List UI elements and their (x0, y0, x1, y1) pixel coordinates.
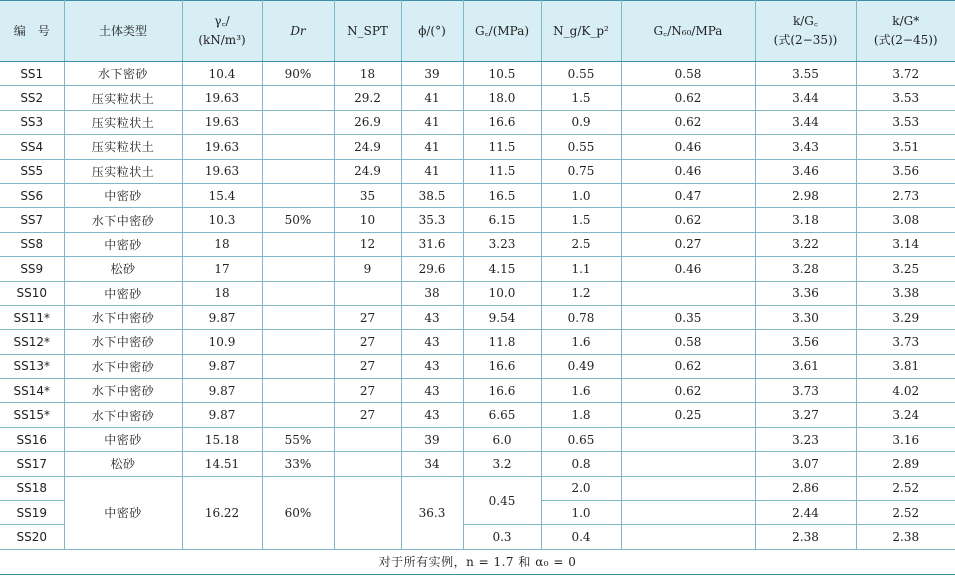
table-row (0, 257, 955, 281)
cell-id: SS3 (0, 110, 64, 134)
cell-k2: 3.53 (856, 86, 955, 110)
cell-gamma: 9.87 (182, 379, 262, 403)
cell-id: SS10 (0, 281, 64, 305)
cell-soil: 松砂 (64, 257, 182, 281)
cell-dr (262, 86, 334, 110)
cell-gs: 6.0 (463, 427, 541, 451)
cell-nspt (334, 452, 401, 476)
cell-gamma: 10.4 (182, 62, 262, 86)
cell-gamma: 17 (182, 257, 262, 281)
cell-gamma: 14.51 (182, 452, 262, 476)
cell-nspt: 27 (334, 330, 401, 354)
cell-nspt: 12 (334, 232, 401, 256)
cell-k1: 3.30 (755, 305, 856, 329)
cell-phi: 41 (401, 159, 463, 183)
cell-k1: 3.27 (755, 403, 856, 427)
cell-id: SS6 (0, 183, 64, 207)
cell-gamma: 9.87 (182, 305, 262, 329)
cell-nspt: 27 (334, 305, 401, 329)
cell-gamma: 18 (182, 232, 262, 256)
cell-nspt: 9 (334, 257, 401, 281)
cell-id: SS19 (0, 501, 64, 525)
cell-k2: 3.51 (856, 135, 955, 159)
cell-gs: 6.65 (463, 403, 541, 427)
cell-ng: 0.8 (541, 452, 621, 476)
cell-gsn (621, 501, 755, 525)
cell-gsn: 0.62 (621, 86, 755, 110)
cell-k2: 3.08 (856, 208, 955, 232)
cell-phi-merged: 36.3 (401, 476, 463, 549)
cell-gs-merged: 0.45 (463, 476, 541, 525)
cell-soil: 压实粒状土 (64, 135, 182, 159)
table-row (0, 281, 955, 305)
cell-soil: 水下中密砂 (64, 305, 182, 329)
cell-gsn: 0.27 (621, 232, 755, 256)
cell-gsn: 0.46 (621, 135, 755, 159)
cell-nspt: 27 (334, 403, 401, 427)
cell-ng: 0.55 (541, 135, 621, 159)
cell-k2: 2.52 (856, 501, 955, 525)
cell-k1: 3.07 (755, 452, 856, 476)
cell-phi: 39 (401, 62, 463, 86)
cell-gs: 9.54 (463, 305, 541, 329)
table-row (0, 232, 955, 256)
cell-soil: 水下中密砂 (64, 379, 182, 403)
cell-gs: 3.2 (463, 452, 541, 476)
cell-gamma-merged: 16.22 (182, 476, 262, 549)
cell-nspt-merged (334, 476, 401, 549)
cell-id: SS2 (0, 86, 64, 110)
cell-gsn: 0.35 (621, 305, 755, 329)
cell-k2: 2.52 (856, 476, 955, 500)
cell-gamma: 10.9 (182, 330, 262, 354)
cell-k2: 3.53 (856, 110, 955, 134)
cell-dr: 50% (262, 208, 334, 232)
cell-dr (262, 354, 334, 378)
cell-gsn: 0.46 (621, 257, 755, 281)
cell-gs: 0.3 (463, 525, 541, 549)
cell-gsn: 0.62 (621, 110, 755, 134)
cell-k1: 3.23 (755, 427, 856, 451)
cell-soil: 压实粒状土 (64, 110, 182, 134)
cell-dr (262, 403, 334, 427)
header-row (0, 1, 955, 62)
cell-dr (262, 232, 334, 256)
table-row (0, 135, 955, 159)
cell-soil: 水下中密砂 (64, 403, 182, 427)
cell-gs: 10.0 (463, 281, 541, 305)
cell-phi: 39 (401, 427, 463, 451)
cell-nspt: 24.9 (334, 159, 401, 183)
cell-phi: 38 (401, 281, 463, 305)
cell-gamma: 19.63 (182, 159, 262, 183)
cell-nspt: 27 (334, 379, 401, 403)
cell-gamma: 18 (182, 281, 262, 305)
cell-dr (262, 110, 334, 134)
cell-k1: 2.86 (755, 476, 856, 500)
cell-id: SS8 (0, 232, 64, 256)
cell-ng: 0.49 (541, 354, 621, 378)
cell-ng: 1.5 (541, 86, 621, 110)
cell-k2: 3.38 (856, 281, 955, 305)
cell-gamma: 19.63 (182, 86, 262, 110)
cell-soil: 松砂 (64, 452, 182, 476)
cell-gsn: 0.62 (621, 379, 755, 403)
cell-dr (262, 330, 334, 354)
cell-ng: 0.65 (541, 427, 621, 451)
table-row (0, 354, 955, 378)
table-row (0, 183, 955, 207)
cell-phi: 31.6 (401, 232, 463, 256)
cell-dr (262, 281, 334, 305)
cell-soil: 中密砂 (64, 183, 182, 207)
cell-gsn (621, 281, 755, 305)
table-row (0, 379, 955, 403)
cell-k2: 2.73 (856, 183, 955, 207)
cell-gs: 18.0 (463, 86, 541, 110)
cell-ng: 0.55 (541, 62, 621, 86)
cell-k1: 2.44 (755, 501, 856, 525)
cell-nspt: 26.9 (334, 110, 401, 134)
cell-k2: 3.24 (856, 403, 955, 427)
cell-gsn: 0.58 (621, 62, 755, 86)
cell-soil: 压实粒状土 (64, 159, 182, 183)
cell-gs: 11.5 (463, 159, 541, 183)
cell-gs: 16.6 (463, 379, 541, 403)
cell-gs: 16.6 (463, 110, 541, 134)
cell-gs: 4.15 (463, 257, 541, 281)
cell-gs: 3.23 (463, 232, 541, 256)
cell-gs: 16.5 (463, 183, 541, 207)
cell-k1: 3.18 (755, 208, 856, 232)
table-row (0, 330, 955, 354)
cell-k1: 3.43 (755, 135, 856, 159)
cell-nspt (334, 281, 401, 305)
cell-k1: 3.46 (755, 159, 856, 183)
cell-phi: 35.3 (401, 208, 463, 232)
cell-ng: 1.2 (541, 281, 621, 305)
header-nspt: N_SPT (334, 1, 401, 62)
header-phi: ϕ/(°) (401, 1, 463, 62)
table-row (0, 62, 955, 86)
cell-soil: 水下中密砂 (64, 208, 182, 232)
cell-k2: 2.38 (856, 525, 955, 549)
cell-phi: 43 (401, 403, 463, 427)
cell-ng: 1.6 (541, 379, 621, 403)
cell-id: SS15* (0, 403, 64, 427)
cell-id: SS13* (0, 354, 64, 378)
cell-gsn: 0.62 (621, 354, 755, 378)
header-dr: Dr (262, 1, 334, 62)
cell-k2: 4.02 (856, 379, 955, 403)
cell-dr (262, 183, 334, 207)
cell-k2: 3.73 (856, 330, 955, 354)
cell-k1: 3.55 (755, 62, 856, 86)
cell-k2: 3.16 (856, 427, 955, 451)
cell-nspt: 10 (334, 208, 401, 232)
cell-dr: 55% (262, 427, 334, 451)
cell-id: SS14* (0, 379, 64, 403)
cell-phi: 29.6 (401, 257, 463, 281)
cell-gs: 11.5 (463, 135, 541, 159)
cell-dr (262, 159, 334, 183)
cell-soil: 中密砂 (64, 427, 182, 451)
table-row (0, 403, 955, 427)
cell-phi: 34 (401, 452, 463, 476)
cell-dr (262, 379, 334, 403)
cell-ng: 0.9 (541, 110, 621, 134)
cell-id: SS18 (0, 476, 64, 500)
cell-id: SS20 (0, 525, 64, 549)
cell-nspt: 35 (334, 183, 401, 207)
table-row (0, 208, 955, 232)
cell-k1: 3.61 (755, 354, 856, 378)
cell-nspt (334, 427, 401, 451)
table-header (0, 1, 955, 62)
table-row (0, 86, 955, 110)
cell-dr: 90% (262, 62, 334, 86)
table-row (0, 110, 955, 134)
cell-k1: 3.22 (755, 232, 856, 256)
cell-soil: 水下中密砂 (64, 330, 182, 354)
header-gs-n60: G꜀/N₆₀/MPa (621, 1, 755, 62)
cell-gs: 16.6 (463, 354, 541, 378)
cell-ng: 1.1 (541, 257, 621, 281)
cell-soil-merged: 中密砂 (64, 476, 182, 549)
cell-id: SS17 (0, 452, 64, 476)
cell-dr (262, 305, 334, 329)
cell-gsn (621, 476, 755, 500)
cell-gs: 6.15 (463, 208, 541, 232)
table-row (0, 427, 955, 451)
cell-nspt: 18 (334, 62, 401, 86)
cell-gs: 10.5 (463, 62, 541, 86)
cell-gsn (621, 452, 755, 476)
cell-phi: 43 (401, 354, 463, 378)
cell-gamma: 15.18 (182, 427, 262, 451)
header-soil-type: 土体类型 (64, 1, 182, 62)
cell-ng: 0.4 (541, 525, 621, 549)
cell-phi: 43 (401, 330, 463, 354)
cell-gamma: 19.63 (182, 135, 262, 159)
cell-soil: 中密砂 (64, 281, 182, 305)
cell-gamma: 15.4 (182, 183, 262, 207)
header-unit-weight: γ꜀/ (kN/m³) (182, 1, 262, 62)
cell-ng: 0.75 (541, 159, 621, 183)
table-body (0, 62, 955, 575)
cell-k2: 2.89 (856, 452, 955, 476)
cell-id: SS1 (0, 62, 64, 86)
cell-id: SS16 (0, 427, 64, 451)
cell-k1: 2.38 (755, 525, 856, 549)
table-row (0, 305, 955, 329)
cell-ng: 0.78 (541, 305, 621, 329)
cell-gamma: 9.87 (182, 354, 262, 378)
cell-k1: 3.28 (755, 257, 856, 281)
header-ng-kp: N_g/K_p² (541, 1, 621, 62)
cell-id: SS9 (0, 257, 64, 281)
cell-k2: 3.25 (856, 257, 955, 281)
cell-k1: 3.44 (755, 86, 856, 110)
cell-phi: 43 (401, 305, 463, 329)
table-footnote: 对于所有实例，n = 1.7 和 α₀ = 0 (0, 549, 955, 574)
cell-id: SS4 (0, 135, 64, 159)
cell-k2: 3.72 (856, 62, 955, 86)
cell-nspt: 27 (334, 354, 401, 378)
cell-ng: 1.5 (541, 208, 621, 232)
cell-id: SS12* (0, 330, 64, 354)
cell-gsn: 0.25 (621, 403, 755, 427)
cell-phi: 43 (401, 379, 463, 403)
cell-id: SS11* (0, 305, 64, 329)
cell-soil: 水下中密砂 (64, 354, 182, 378)
cell-dr: 33% (262, 452, 334, 476)
cell-nspt: 29.2 (334, 86, 401, 110)
header-k-gstar: k/G* (式(2−45)) (856, 1, 955, 62)
cell-gamma: 9.87 (182, 403, 262, 427)
cell-dr-merged: 60% (262, 476, 334, 549)
cell-phi: 41 (401, 110, 463, 134)
cell-gsn: 0.58 (621, 330, 755, 354)
cell-ng: 2.0 (541, 476, 621, 500)
cell-dr (262, 257, 334, 281)
cell-k1: 3.73 (755, 379, 856, 403)
cell-gamma: 19.63 (182, 110, 262, 134)
header-k-gs: k/G꜀ (式(2−35)) (755, 1, 856, 62)
cell-k2: 3.81 (856, 354, 955, 378)
cell-gsn: 0.62 (621, 208, 755, 232)
cell-k2: 3.29 (856, 305, 955, 329)
cell-gamma: 10.3 (182, 208, 262, 232)
cell-k2: 3.14 (856, 232, 955, 256)
table-row (0, 476, 955, 500)
cell-gsn: 0.47 (621, 183, 755, 207)
cell-k2: 3.56 (856, 159, 955, 183)
cell-k1: 3.56 (755, 330, 856, 354)
cell-ng: 1.0 (541, 183, 621, 207)
cell-phi: 41 (401, 86, 463, 110)
cell-soil: 压实粒状土 (64, 86, 182, 110)
cell-ng: 1.8 (541, 403, 621, 427)
cell-gs: 11.8 (463, 330, 541, 354)
cell-soil: 水下密砂 (64, 62, 182, 86)
table-row (0, 159, 955, 183)
cell-soil: 中密砂 (64, 232, 182, 256)
header-gs: G꜀/(MPa) (463, 1, 541, 62)
cell-id: SS5 (0, 159, 64, 183)
cell-id: SS7 (0, 208, 64, 232)
cell-k1: 3.44 (755, 110, 856, 134)
cell-phi: 38.5 (401, 183, 463, 207)
cell-ng: 1.0 (541, 501, 621, 525)
cell-k1: 2.98 (755, 183, 856, 207)
cell-ng: 1.6 (541, 330, 621, 354)
cell-k1: 3.36 (755, 281, 856, 305)
cell-dr (262, 135, 334, 159)
cell-gsn: 0.46 (621, 159, 755, 183)
cell-nspt: 24.9 (334, 135, 401, 159)
cell-phi: 41 (401, 135, 463, 159)
table-row (0, 452, 955, 476)
cell-gsn (621, 525, 755, 549)
cell-gsn (621, 427, 755, 451)
header-id: 编 号 (0, 1, 64, 62)
cell-ng: 2.5 (541, 232, 621, 256)
table-footnote-row (0, 549, 955, 574)
